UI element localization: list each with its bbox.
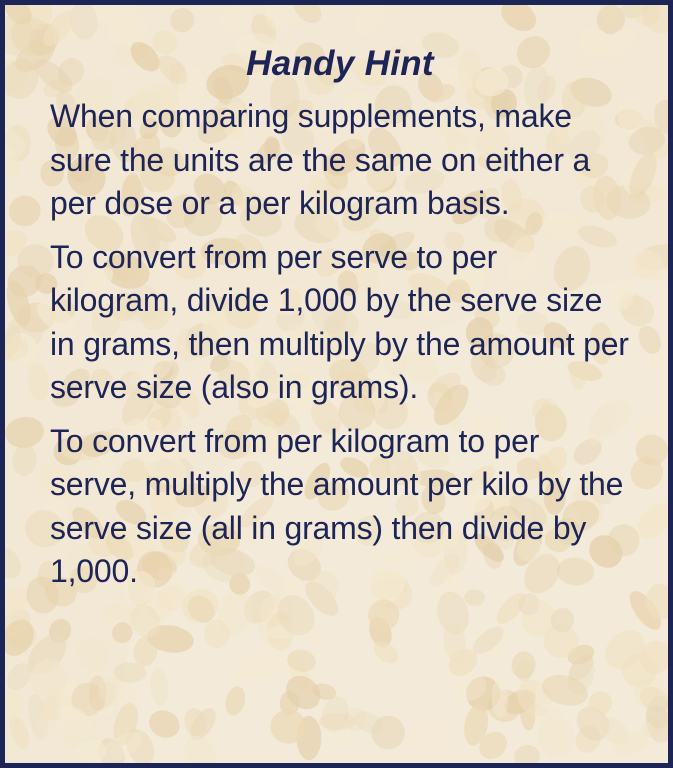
hint-paragraph-serve-to-kilogram: To convert from per serve to per kilogram, divide 1,000 by the serve size in grams, then multiply by the amount per serve size (also in grams). [50, 238, 629, 406]
hint-content [50, 35, 630, 604]
hint-title: Handy Hint [246, 44, 434, 83]
hint-paragraph-kilogram-to-serve: To convert from per kilogram to per serve, multiply the amount per kilo by the serve size (all in grams) then divide by 1,000. [50, 422, 624, 590]
hint-paragraph-units: When comparing supplements, make sure the units are the same on either a per dose or a per kilogram basis. [50, 98, 591, 222]
